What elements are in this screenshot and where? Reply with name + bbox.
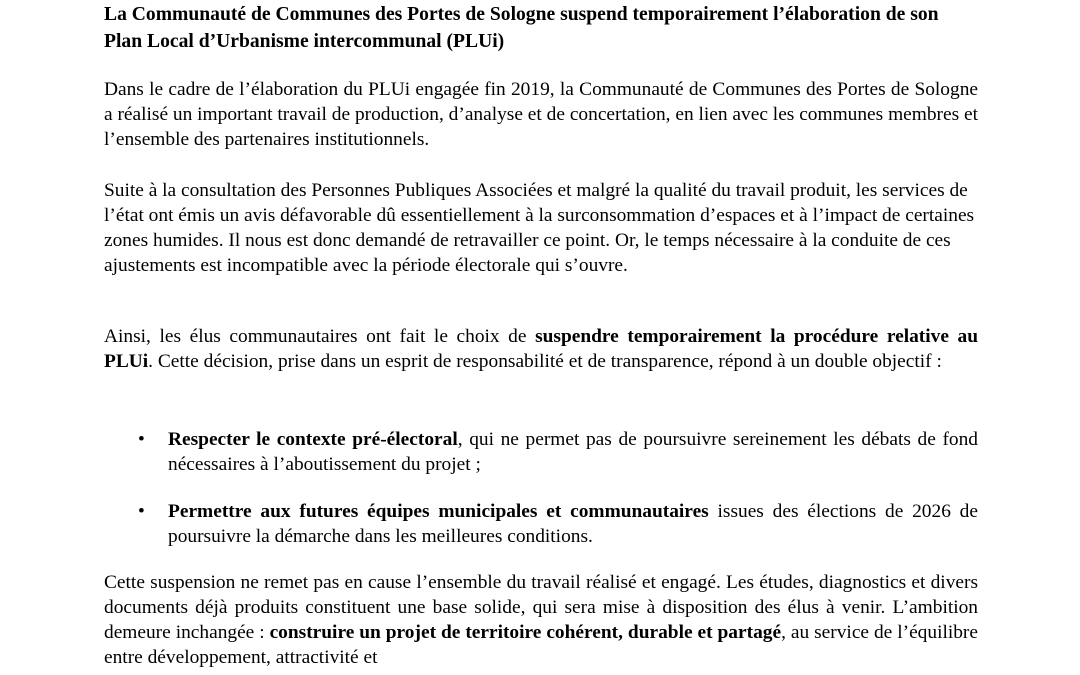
conclusion-bold-text: construire un projet de territoire cohérent, durable et partagé [269,622,782,643]
bullet-icon: • [138,501,145,522]
objective-text: , qui ne permet pas de poursuivre sereinement les débats de fond nécessaires à l’aboutissement du projet ; [168,429,979,475]
objective-text: issues des élections de 2026 de poursuivre la démarche dans les meilleures conditions. [168,501,978,547]
decision-bold-text: suspendre temporairement la procédure relative au PLUi [104,326,978,372]
decision-text-end: . Cette décision, prise dans un esprit de responsabilité et de transparence, répond à un double objectif : [148,351,942,372]
decision-text-start: Ainsi, les élus communautaires ont fait le choix de [104,326,536,347]
document-title: La Communauté de Communes des Portes de Sologne suspend temporairement l’élaboration de son Plan Local d’Urbanisme intercommunal (PLUi) [104,4,939,52]
objective-item [138,499,978,549]
paragraph-consultation: Suite à la consultation des Personnes Publiques Associées et malgré la qualité du travail produit, les services de l’état ont émis un avis défavorable dû essentiellement à la surconsommation d’espaces et à l’impact de certaines zones humides. Il nous est donc demandé de retravailler ce point. Or, le temps nécessaire à la conduite de ces ajustements est incompatible avec la période électorale qui s’ouvre. [104,180,975,276]
objective-item [138,427,979,477]
bullet-icon: • [138,429,145,450]
conclusion-text-start: Cette suspension ne remet pas en cause l’ensemble du travail réalisé et engagé. Les études, diagnostics et divers documents déjà produits constituent une base solide, qui sera mise à disposition des élus à venir. L’ambition demeure inchangée : [104,572,978,643]
objective-bold-text: Permettre aux futures équipes municipales et communautaires [168,501,709,522]
conclusion-text-end: , au service de l’équilibre entre développement, attractivité et [104,622,978,668]
objective-bold-text: Respecter le contexte pré-électoral [168,429,458,450]
paragraph-decision [104,324,978,374]
paragraph-context: Dans le cadre de l’élaboration du PLUi engagée fin 2019, la Communauté de Communes des Portes de Sologne a réalisé un important travail de production, d’analyse et de concertation, en lien avec les communes membres et l’ensemble des partenaires institutionnels. [104,79,978,150]
paragraph-conclusion [104,570,978,670]
